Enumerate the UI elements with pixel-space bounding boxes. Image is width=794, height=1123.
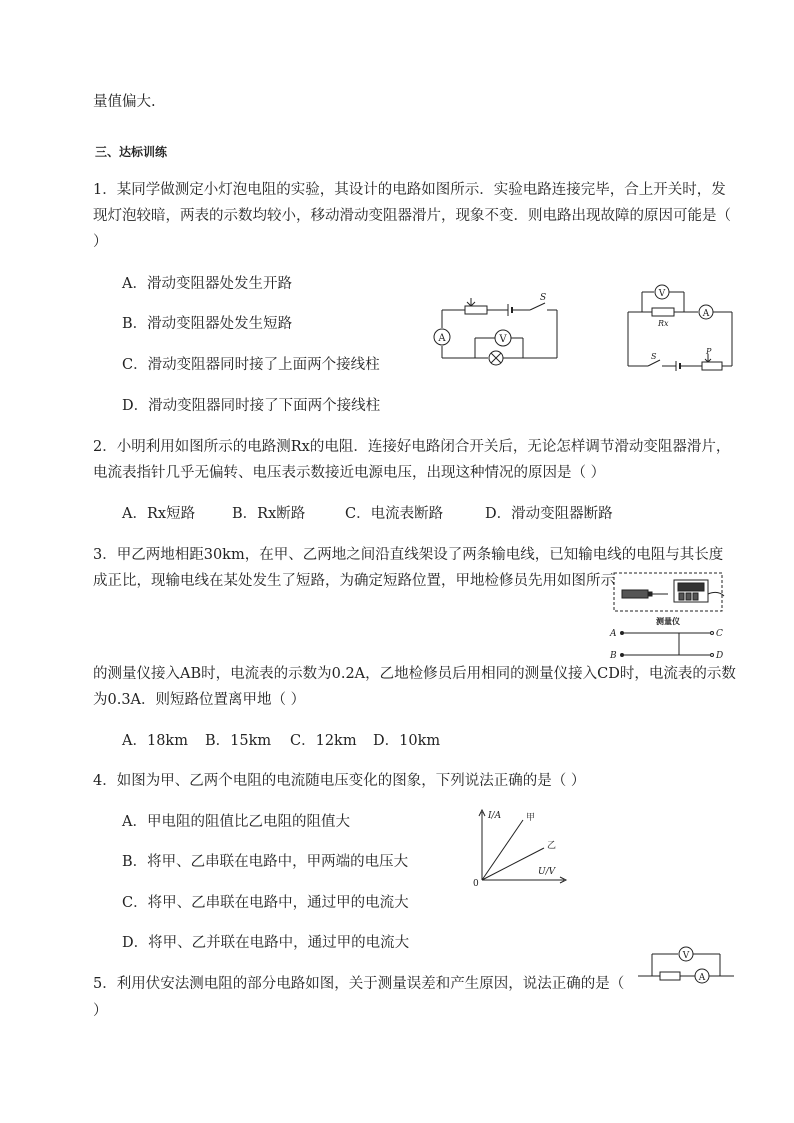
figure-2-circuit xyxy=(620,282,740,372)
section-title: 三、达标训练 xyxy=(95,145,168,159)
q4-option-b: B．将甲、乙串联在电路中，甲两端的电压大 xyxy=(122,854,409,870)
q1-text: 1．某同学做测定小灯泡电阻的实验，其设计的电路如图所示．实验电路连接完毕，合上开关时，发 xyxy=(93,182,726,198)
figure-4-graph xyxy=(468,806,568,888)
label-c: C xyxy=(716,629,723,639)
line-yi-label: 乙 xyxy=(547,841,557,851)
q4-option-a: A．甲电阻的阻值比乙电阻的阻值大 xyxy=(122,814,350,830)
figure-5-circuit xyxy=(638,944,734,984)
q4-option-c: C．将甲、乙串联在电路中，通过甲的电流大 xyxy=(122,895,409,911)
ammeter-label: A xyxy=(702,309,710,319)
q3-option-a: A．18km xyxy=(122,733,188,749)
voltmeter-label: V xyxy=(499,334,507,345)
q3-text: 为0.3A．则短路位置离甲地（ ） xyxy=(93,692,306,708)
figure-1-circuit xyxy=(425,288,575,368)
q1-option-d: D．滑动变阻器同时接了下面两个接线柱 xyxy=(122,398,381,414)
figure-3-device xyxy=(606,570,736,666)
slider-label: P xyxy=(706,347,712,356)
q3-text: 3．甲乙两地相距30km，在甲、乙两地之间沿直线架设了两条输电线，已知输电线的电阻与其长度 xyxy=(93,547,724,563)
q1-text: 现灯泡较暗，两表的示数均较小，移动滑动变阻器滑片，现象不变．则电路出现故障的原因可能是（ xyxy=(93,208,731,224)
label-a: A xyxy=(610,629,617,639)
origin-label: 0 xyxy=(473,879,479,889)
ammeter-label: A xyxy=(698,973,706,983)
q1-option-a: A．滑动变阻器处发生开路 xyxy=(122,276,292,292)
q1-option-c: C．滑动变阻器同时接了上面两个接线柱 xyxy=(122,357,380,373)
q2-option-d: D．滑动变阻器断路 xyxy=(485,506,613,522)
q2-option-b: B．Rx断路 xyxy=(232,506,306,522)
voltmeter-label: V xyxy=(682,951,690,961)
q2-option-a: A．Rx短路 xyxy=(122,506,196,522)
switch-label: S xyxy=(651,352,657,361)
q5-text: 5．利用伏安法测电阻的部分电路如图，关于测量误差和产生原因，说法正确的是（ xyxy=(93,976,625,992)
voltmeter-label: V xyxy=(658,289,666,299)
q3-option-d: D．10km xyxy=(373,733,441,749)
q4-option-d: D．将甲、乙并联在电路中，通过甲的电流大 xyxy=(122,935,410,951)
label-b: B xyxy=(610,651,617,661)
text-line: 量值偏大. xyxy=(93,94,156,110)
q1-text: ） xyxy=(93,234,108,250)
q2-option-c: C．电流表断路 xyxy=(345,506,444,522)
q3-text: 成正比，现输电线在某处发生了短路，为确定短路位置，甲地检修员先用如图所示 xyxy=(93,573,615,589)
rx-label: Rx xyxy=(658,319,669,328)
q4-text: 4．如图为甲、乙两个电阻的电流随电压变化的图象，下列说法正确的是（ ） xyxy=(93,773,586,789)
ammeter-label: A xyxy=(438,333,446,344)
q3-text: 的测量仪接入AB时，电流表的示数为0.2A，乙地检修员后用相同的测量仪接入CD时，电流表的示数 xyxy=(93,666,736,682)
q2-text: 2．小明利用如图所示的电路测Rx的电阻．连接好电路闭合开关后，无论怎样调节滑动变阻器滑片， xyxy=(93,439,731,455)
switch-label: S xyxy=(540,293,547,303)
q3-option-c: C．12km xyxy=(290,733,357,749)
q2-text: 电流表指针几乎无偏转、电压表示数接近电源电压，出现这种情况的原因是（ ） xyxy=(93,465,606,481)
x-axis-label: U/V xyxy=(538,867,556,877)
y-axis-label: I/A xyxy=(488,811,502,821)
q5-text: ） xyxy=(93,1003,108,1019)
device-label: 测量仪 xyxy=(656,616,680,626)
q1-option-b: B．滑动变阻器处发生短路 xyxy=(122,316,293,332)
q3-option-b: B．15km xyxy=(205,733,272,749)
line-jia-label: 甲 xyxy=(526,813,536,823)
label-d: D xyxy=(716,651,724,661)
